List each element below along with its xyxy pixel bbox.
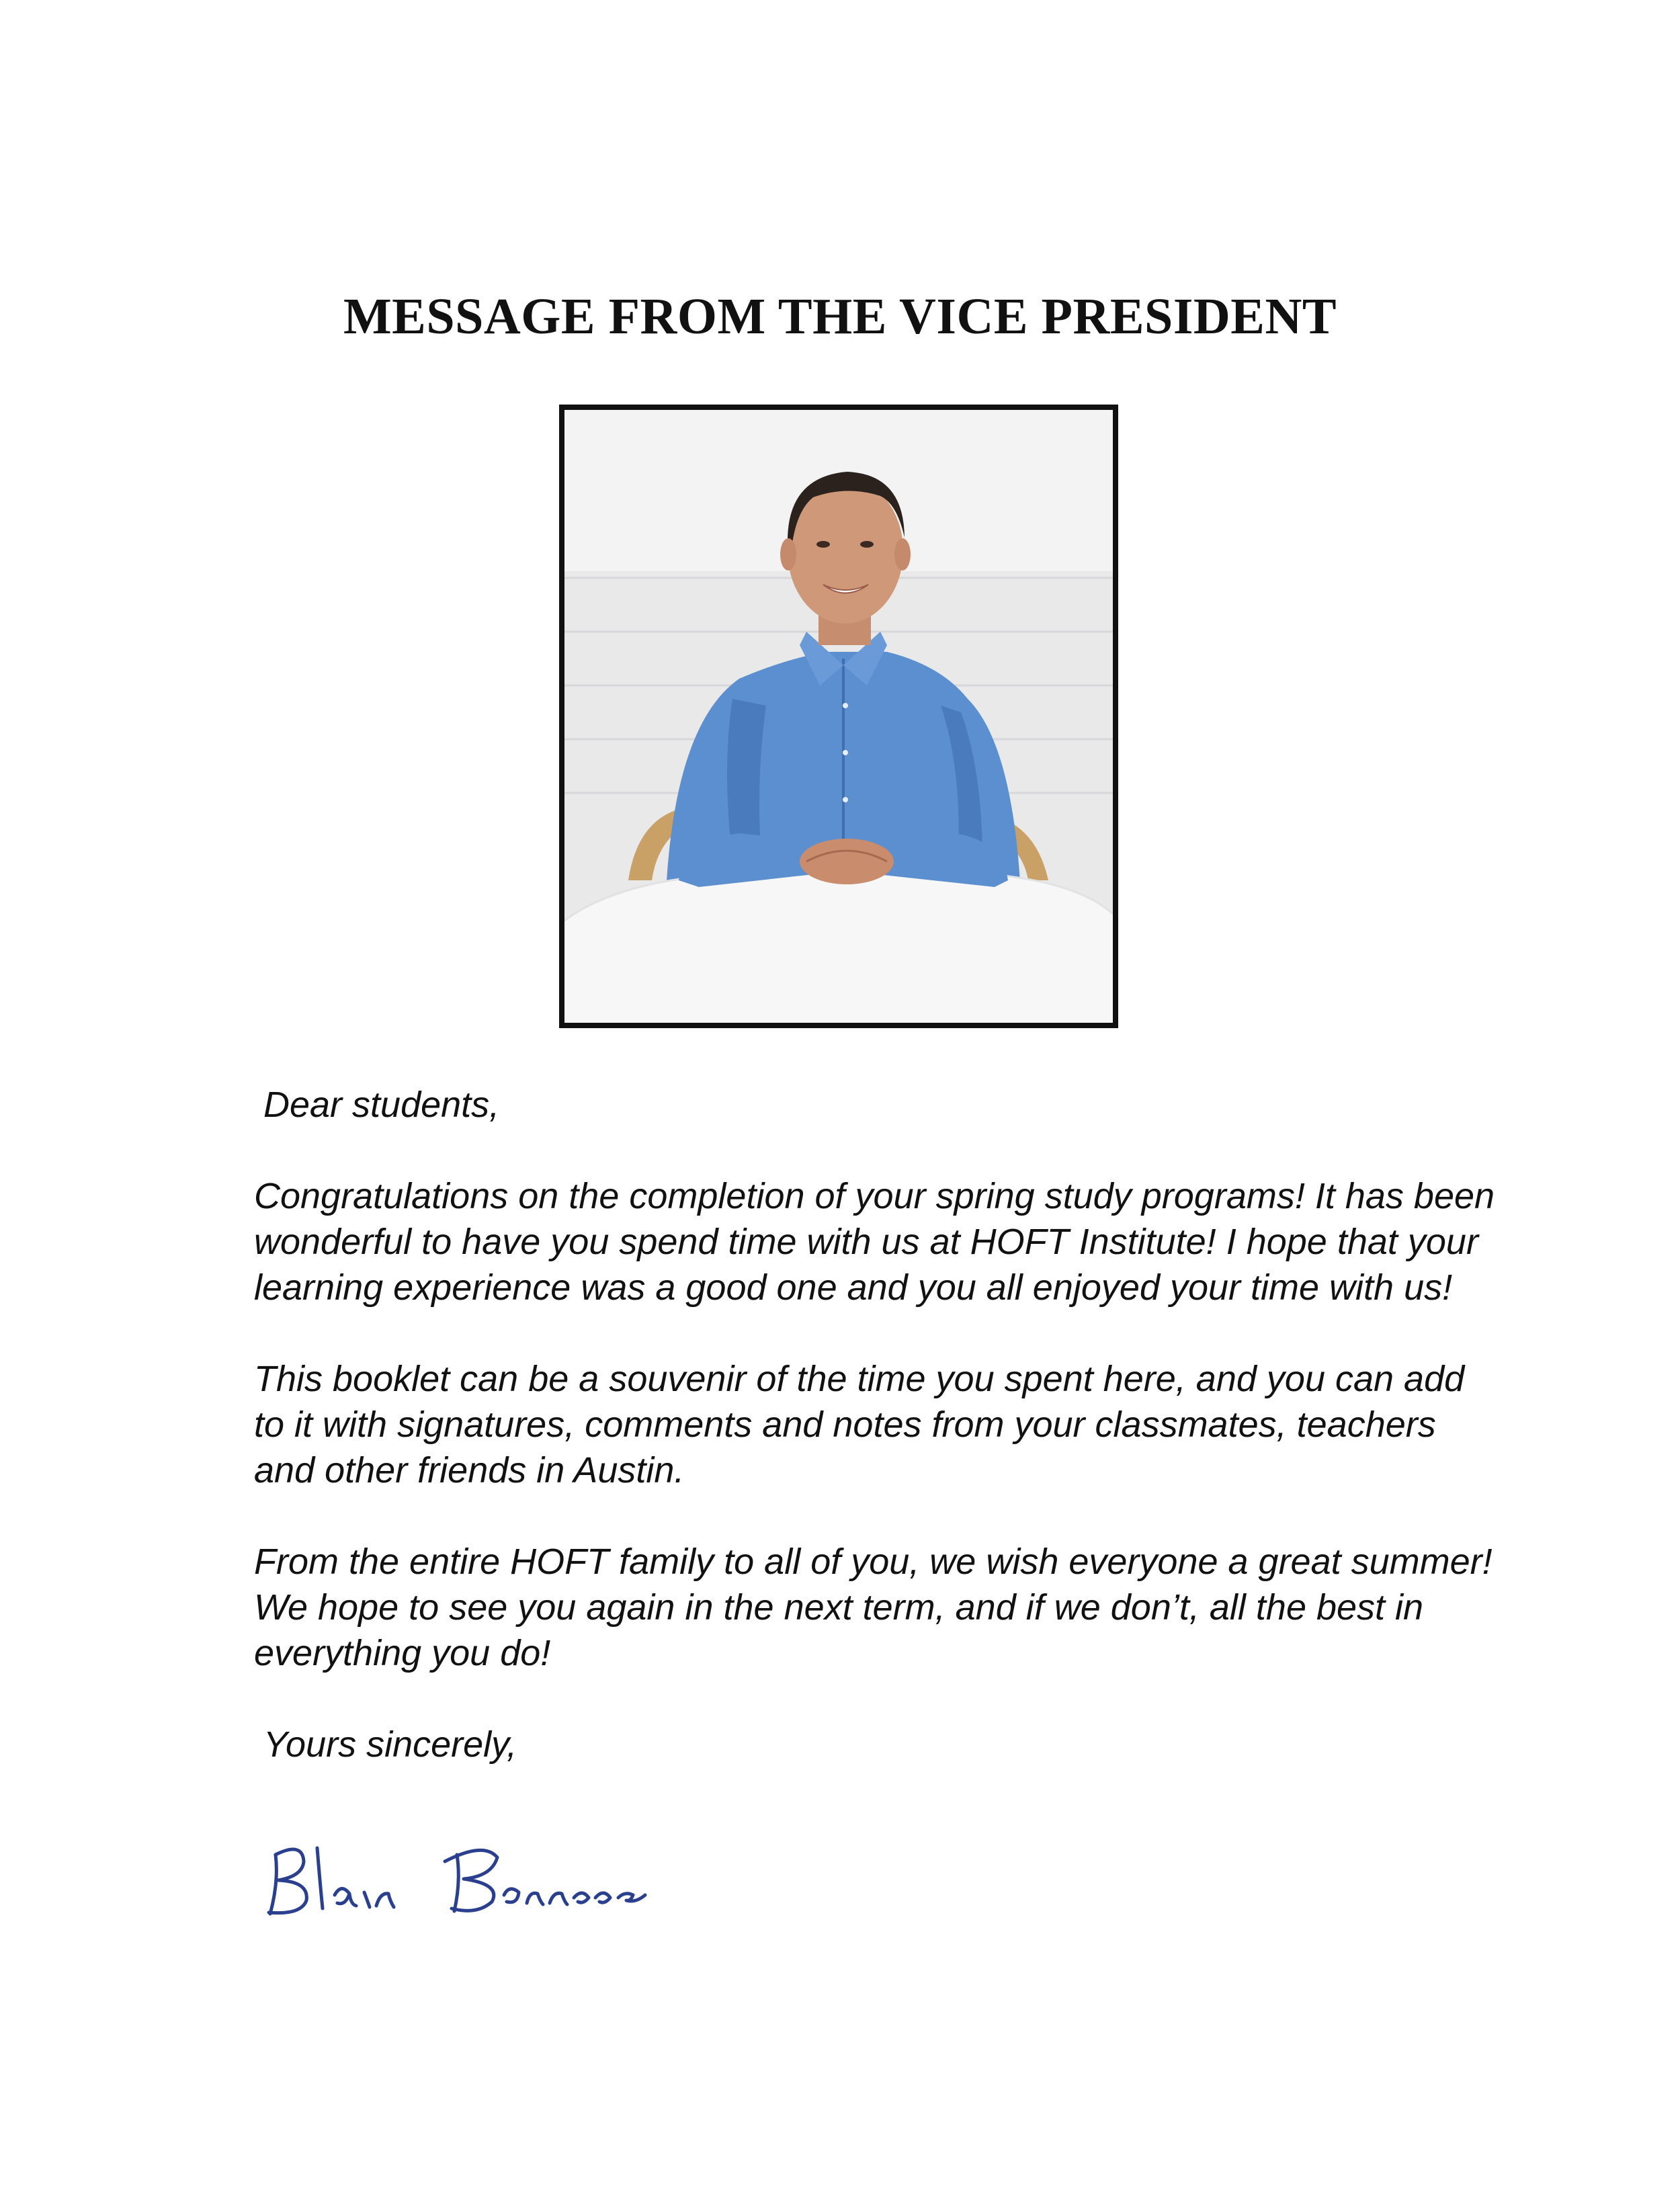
- handwritten-signature: [255, 1828, 659, 1929]
- paragraph-farewell: From the entire HOFT family to all of you, we wish everyone a great summer! We hope to see you again in the next term, and if we don’t, all the best in everything you do!: [254, 1542, 1493, 1673]
- paragraph-booklet: This booklet can be a souvenir of the time you spent here, and you can add to it with signatures, comments and notes from your classmates, teachers and other friends in Austin.: [254, 1359, 1465, 1490]
- page-title: MESSAGE FROM THE VICE PRESIDENT: [343, 288, 1337, 345]
- paragraph-congratulations: Congratulations on the completion of your spring study programs! It has been wonderful to have you spend time with us at HOFT Institute! I hope that your learning experience was a good one and you all enjoyed your time with us!: [254, 1176, 1495, 1308]
- closing: Yours sincerely,: [263, 1724, 517, 1765]
- letter-body: [254, 1082, 1497, 1767]
- portrait-photo: [559, 405, 1118, 1028]
- portrait-photo-image: [564, 410, 1113, 1023]
- salutation: Dear students,: [263, 1085, 500, 1125]
